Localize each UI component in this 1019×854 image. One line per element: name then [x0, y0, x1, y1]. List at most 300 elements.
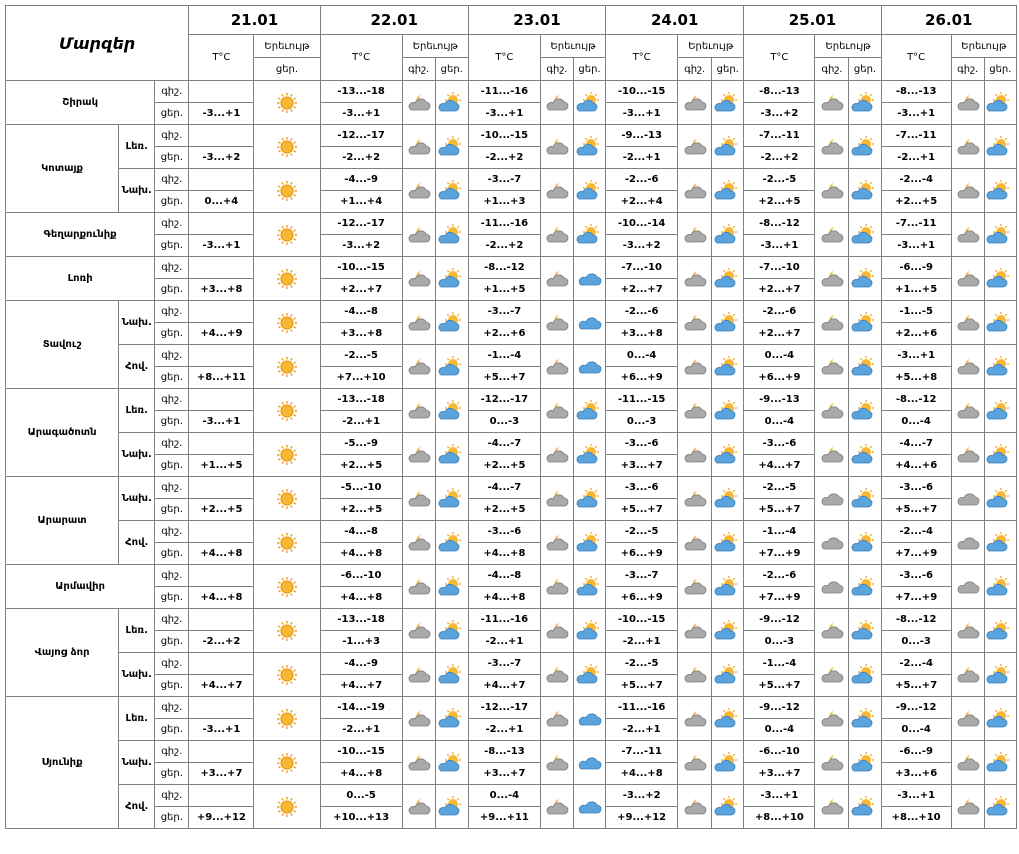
temperature-cell: +4...+8 — [189, 543, 254, 565]
temperature-cell: -12...-17 — [468, 389, 540, 411]
night-cloud-icon — [402, 653, 435, 697]
sun-cloud-icon — [573, 125, 605, 169]
sun-cloud-icon — [984, 609, 1016, 653]
sun-icon — [254, 741, 320, 785]
sun-cloud-icon — [435, 389, 468, 433]
temperature-cell: -7...-10 — [606, 257, 678, 279]
temperature-cell: 0...-3 — [468, 411, 540, 433]
sun-cloud-icon — [435, 125, 468, 169]
temperature-cell: 0...-4 — [744, 719, 815, 741]
temperature-cell: -11...-16 — [468, 609, 540, 631]
temperature-cell: -9...-13 — [744, 389, 815, 411]
sun-cloud-icon — [984, 81, 1016, 125]
date-header: 23.01 — [468, 6, 605, 35]
date-header: 24.01 — [606, 6, 744, 35]
temperature-cell: +7...+10 — [320, 367, 402, 389]
night-cloud-icon — [815, 257, 849, 301]
night-cloud-icon — [678, 169, 712, 213]
temperature-cell: -10...-14 — [606, 213, 678, 235]
night-cloud-icon — [815, 741, 849, 785]
temperature-cell: +4...+7 — [468, 675, 540, 697]
temperature-cell: 0...-4 — [744, 411, 815, 433]
sun-cloud-icon — [573, 565, 605, 609]
night-cloud-icon — [402, 301, 435, 345]
grey-cloud-icon — [815, 477, 849, 521]
temperature-cell: -2...-5 — [606, 653, 678, 675]
temperature-cell: +8...+10 — [744, 807, 815, 829]
temperature-cell: -2...+1 — [468, 631, 540, 653]
night-cloud-icon — [951, 697, 984, 741]
temperature-cell: -3...+1 — [744, 235, 815, 257]
night-label: գիշ. — [155, 345, 189, 367]
temperature-cell: -2...+1 — [468, 719, 540, 741]
temperature-cell: -9...-13 — [606, 125, 678, 147]
sun-cloud-icon — [573, 389, 605, 433]
temperature-cell — [189, 697, 254, 719]
temperature-cell: -3...+1 — [189, 235, 254, 257]
sun-cloud-icon — [435, 785, 468, 829]
night-cloud-icon — [402, 389, 435, 433]
temperature-cell: +7...+9 — [744, 543, 815, 565]
temperature-cell: -2...+1 — [320, 411, 402, 433]
temperature-cell: +6...+9 — [606, 367, 678, 389]
temp-header: T°C — [881, 35, 951, 81]
sun-cloud-icon — [984, 125, 1016, 169]
temperature-cell: -2...-5 — [320, 345, 402, 367]
night-cloud-icon — [815, 213, 849, 257]
temperature-cell: +2...+6 — [468, 323, 540, 345]
temperature-cell: -4...-8 — [468, 565, 540, 587]
table-row — [6, 477, 1017, 499]
date-header: 25.01 — [744, 6, 881, 35]
sun-cloud-icon — [712, 609, 744, 653]
sun-icon — [254, 653, 320, 697]
night-label: գիշ. — [155, 477, 189, 499]
night-cloud-icon — [951, 345, 984, 389]
day-label: ցեր. — [155, 719, 189, 741]
table-row — [6, 741, 1017, 763]
cloud-icon — [573, 741, 605, 785]
temperature-cell: +2...+5 — [468, 455, 540, 477]
night-cloud-icon — [815, 785, 849, 829]
temperature-cell: -3...+1 — [744, 785, 815, 807]
temperature-cell: -13...-18 — [320, 81, 402, 103]
temperature-cell — [189, 125, 254, 147]
forecast-table — [5, 5, 1017, 829]
sun-cloud-icon — [435, 565, 468, 609]
temperature-cell — [189, 609, 254, 631]
temperature-cell: +4...+8 — [606, 763, 678, 785]
night-cloud-icon — [815, 389, 849, 433]
night-cloud-icon — [540, 697, 573, 741]
sun-cloud-icon — [849, 653, 881, 697]
phenomena-header: Երեւույթ — [402, 35, 468, 58]
temperature-cell: 0...-5 — [320, 785, 402, 807]
temperature-cell: +9...+12 — [606, 807, 678, 829]
temperature-cell: -3...+1 — [468, 103, 540, 125]
temperature-cell: -2...+1 — [606, 631, 678, 653]
temperature-cell — [189, 521, 254, 543]
temperature-cell: +3...+7 — [468, 763, 540, 785]
temperature-cell: +5...+7 — [744, 675, 815, 697]
night-cloud-icon — [402, 785, 435, 829]
night-cloud-icon — [540, 741, 573, 785]
day-header: ցեր. — [984, 58, 1016, 81]
temperature-cell: -3...-6 — [606, 433, 678, 455]
temp-header: T°C — [320, 35, 402, 81]
temperature-cell: -6...-9 — [881, 741, 951, 763]
temperature-cell: -8...-12 — [744, 213, 815, 235]
night-cloud-icon — [815, 169, 849, 213]
temperature-cell: +8...+11 — [189, 367, 254, 389]
table-row — [6, 301, 1017, 323]
night-cloud-icon — [402, 741, 435, 785]
temperature-cell: -3...+1 — [881, 345, 951, 367]
temperature-cell: -1...-4 — [744, 521, 815, 543]
temperature-cell: +5...+7 — [606, 675, 678, 697]
night-cloud-icon — [951, 653, 984, 697]
sun-cloud-icon — [712, 81, 744, 125]
phenomena-header: Երեւույթ — [540, 35, 605, 58]
temperature-cell: -12...-17 — [320, 125, 402, 147]
sun-cloud-icon — [984, 477, 1016, 521]
temperature-cell: -3...+2 — [606, 785, 678, 807]
temperature-cell: +5...+7 — [744, 499, 815, 521]
day-label: ցեր. — [155, 411, 189, 433]
sun-icon — [254, 389, 320, 433]
night-cloud-icon — [540, 565, 573, 609]
sun-cloud-icon — [435, 741, 468, 785]
sun-cloud-icon — [849, 301, 881, 345]
table-row — [6, 81, 1017, 103]
sun-cloud-icon — [712, 697, 744, 741]
day-label: ցեր. — [155, 147, 189, 169]
region-name: Սյունիք — [6, 697, 119, 829]
sun-cloud-icon — [984, 389, 1016, 433]
phenomena-header: Երեւույթ — [951, 35, 1016, 58]
night-header: գիշ. — [402, 58, 435, 81]
day-header: ցեր. — [849, 58, 881, 81]
temperature-cell: +4...+8 — [189, 587, 254, 609]
sun-cloud-icon — [849, 389, 881, 433]
night-cloud-icon — [540, 389, 573, 433]
night-label: գիշ. — [155, 81, 189, 103]
temperature-cell: +1...+5 — [468, 279, 540, 301]
sun-cloud-icon — [573, 169, 605, 213]
table-row — [6, 521, 1017, 543]
sun-cloud-icon — [435, 257, 468, 301]
night-cloud-icon — [540, 345, 573, 389]
temperature-cell: +1...+5 — [189, 455, 254, 477]
temperature-cell: -3...-7 — [606, 565, 678, 587]
region-name: Շիրակ — [6, 81, 155, 125]
temperature-cell: -8...-13 — [881, 81, 951, 103]
temperature-cell: +2...+5 — [320, 455, 402, 477]
night-cloud-icon — [678, 565, 712, 609]
sun-cloud-icon — [573, 81, 605, 125]
sun-cloud-icon — [984, 213, 1016, 257]
night-label: գիշ. — [155, 125, 189, 147]
temperature-cell: +2...+5 — [320, 499, 402, 521]
temperature-cell: 0...-4 — [881, 719, 951, 741]
day-label: ցեր. — [155, 323, 189, 345]
night-cloud-icon — [815, 81, 849, 125]
temperature-cell: +4...+9 — [189, 323, 254, 345]
temperature-cell: -3...+1 — [189, 103, 254, 125]
temperature-cell: -6...-9 — [881, 257, 951, 279]
temperature-cell — [189, 565, 254, 587]
temperature-cell: -4...-8 — [320, 521, 402, 543]
zone-name: Լեռ. — [119, 697, 155, 741]
temperature-cell: -2...+2 — [468, 235, 540, 257]
temperature-cell: -8...-12 — [881, 389, 951, 411]
temperature-cell: -3...-6 — [744, 433, 815, 455]
temperature-cell: +9...+12 — [189, 807, 254, 829]
temperature-cell: +4...+8 — [320, 543, 402, 565]
grey-cloud-icon — [815, 521, 849, 565]
grey-cloud-icon — [951, 521, 984, 565]
temperature-cell: +5...+7 — [468, 367, 540, 389]
temperature-cell: -4...-9 — [320, 653, 402, 675]
night-cloud-icon — [678, 389, 712, 433]
temperature-cell: -11...-16 — [468, 213, 540, 235]
sun-cloud-icon — [984, 345, 1016, 389]
night-cloud-icon — [540, 125, 573, 169]
night-cloud-icon — [951, 169, 984, 213]
day-header: ցեր. — [254, 58, 320, 81]
temperature-cell: -1...+3 — [320, 631, 402, 653]
temperature-cell: -9...-12 — [744, 697, 815, 719]
night-cloud-icon — [402, 345, 435, 389]
zone-name: Նախ. — [119, 653, 155, 697]
temperature-cell: +3...+6 — [881, 763, 951, 785]
temperature-cell: +3...+7 — [189, 763, 254, 785]
table-row — [6, 125, 1017, 147]
temperature-cell: -3...+1 — [189, 411, 254, 433]
temperature-cell: +2...+4 — [606, 191, 678, 213]
day-label: ցեր. — [155, 807, 189, 829]
temperature-cell: -3...-6 — [468, 521, 540, 543]
night-cloud-icon — [540, 433, 573, 477]
day-label: ցեր. — [155, 191, 189, 213]
day-label: ցեր. — [155, 763, 189, 785]
night-cloud-icon — [678, 125, 712, 169]
temperature-cell: -3...+1 — [881, 785, 951, 807]
sun-cloud-icon — [849, 697, 881, 741]
temperature-cell: +8...+10 — [881, 807, 951, 829]
sun-cloud-icon — [849, 81, 881, 125]
temperature-cell: -3...+1 — [320, 103, 402, 125]
sun-cloud-icon — [849, 125, 881, 169]
night-cloud-icon — [402, 609, 435, 653]
temperature-cell: +4...+7 — [189, 675, 254, 697]
temperature-cell: +3...+8 — [606, 323, 678, 345]
temperature-cell: -7...-11 — [606, 741, 678, 763]
temperature-cell — [189, 213, 254, 235]
temperature-cell: -12...-17 — [468, 697, 540, 719]
temperature-cell: +7...+9 — [744, 587, 815, 609]
temp-header: T°C — [606, 35, 678, 81]
night-cloud-icon — [951, 301, 984, 345]
zone-name: Նախ. — [119, 741, 155, 785]
night-cloud-icon — [540, 477, 573, 521]
grey-cloud-icon — [951, 477, 984, 521]
table-row — [6, 389, 1017, 411]
sun-icon — [254, 521, 320, 565]
sun-cloud-icon — [573, 521, 605, 565]
temp-header: T°C — [468, 35, 540, 81]
temperature-cell: -1...-5 — [881, 301, 951, 323]
day-header: ցեր. — [573, 58, 605, 81]
sun-cloud-icon — [712, 169, 744, 213]
night-cloud-icon — [540, 609, 573, 653]
temperature-cell: +4...+8 — [320, 763, 402, 785]
temperature-cell: -8...-12 — [881, 609, 951, 631]
night-cloud-icon — [678, 301, 712, 345]
region-name: Վայոց ձոր — [6, 609, 119, 697]
region-name: Արմավիր — [6, 565, 155, 609]
temperature-cell: -5...-10 — [320, 477, 402, 499]
night-cloud-icon — [540, 257, 573, 301]
sun-cloud-icon — [712, 653, 744, 697]
region-name: Լոռի — [6, 257, 155, 301]
day-label: ցեր. — [155, 103, 189, 125]
night-cloud-icon — [402, 81, 435, 125]
night-label: գիշ. — [155, 565, 189, 587]
table-title: Մարզեր — [6, 6, 189, 81]
sun-cloud-icon — [435, 697, 468, 741]
temperature-cell: +2...+7 — [606, 279, 678, 301]
sun-cloud-icon — [435, 653, 468, 697]
temperature-cell: +2...+6 — [881, 323, 951, 345]
night-cloud-icon — [951, 433, 984, 477]
temperature-cell: +4...+6 — [881, 455, 951, 477]
sun-cloud-icon — [712, 257, 744, 301]
temperature-cell — [189, 477, 254, 499]
night-cloud-icon — [678, 477, 712, 521]
night-cloud-icon — [540, 301, 573, 345]
temperature-cell: -13...-18 — [320, 609, 402, 631]
temperature-cell: +2...+7 — [744, 279, 815, 301]
night-label: գիշ. — [155, 389, 189, 411]
temperature-cell: -5...-9 — [320, 433, 402, 455]
night-cloud-icon — [815, 125, 849, 169]
temperature-cell: +2...+7 — [320, 279, 402, 301]
zone-name: Հով. — [119, 785, 155, 829]
sun-cloud-icon — [712, 433, 744, 477]
sun-cloud-icon — [573, 433, 605, 477]
night-cloud-icon — [678, 609, 712, 653]
sun-cloud-icon — [849, 609, 881, 653]
temperature-cell: -7...-10 — [744, 257, 815, 279]
temperature-cell: -2...-5 — [744, 169, 815, 191]
night-cloud-icon — [678, 521, 712, 565]
zone-name: Նախ. — [119, 301, 155, 345]
temperature-cell: +4...+7 — [744, 455, 815, 477]
temperature-cell: -4...-9 — [320, 169, 402, 191]
sun-cloud-icon — [984, 169, 1016, 213]
day-label: ցեր. — [155, 235, 189, 257]
temperature-cell: -3...+2 — [744, 103, 815, 125]
night-cloud-icon — [402, 125, 435, 169]
temperature-cell: -2...-5 — [744, 477, 815, 499]
temperature-cell: -10...-15 — [606, 609, 678, 631]
temperature-cell: -1...-4 — [744, 653, 815, 675]
day-label: ցեր. — [155, 543, 189, 565]
temperature-cell — [189, 653, 254, 675]
night-cloud-icon — [678, 653, 712, 697]
sun-cloud-icon — [435, 609, 468, 653]
night-cloud-icon — [540, 653, 573, 697]
temperature-cell: -7...-11 — [744, 125, 815, 147]
temperature-cell: -2...+2 — [320, 147, 402, 169]
zone-name: Լեռ. — [119, 389, 155, 433]
temperature-cell: -2...-6 — [606, 169, 678, 191]
night-cloud-icon — [951, 81, 984, 125]
night-cloud-icon — [402, 213, 435, 257]
night-cloud-icon — [951, 785, 984, 829]
temperature-cell: -10...-15 — [320, 257, 402, 279]
zone-name: Լեռ. — [119, 125, 155, 169]
night-cloud-icon — [815, 345, 849, 389]
sun-cloud-icon — [849, 257, 881, 301]
sun-cloud-icon — [435, 345, 468, 389]
table-row — [6, 653, 1017, 675]
sun-icon — [254, 345, 320, 389]
temperature-cell: -3...-6 — [606, 477, 678, 499]
sun-cloud-icon — [984, 741, 1016, 785]
temperature-cell — [189, 81, 254, 103]
night-label: գիշ. — [155, 433, 189, 455]
temperature-cell: 0...-3 — [744, 631, 815, 653]
day-header: ցեր. — [712, 58, 744, 81]
sun-cloud-icon — [435, 81, 468, 125]
night-cloud-icon — [951, 741, 984, 785]
zone-name: Նախ. — [119, 169, 155, 213]
temperature-cell: -2...+1 — [881, 147, 951, 169]
temperature-cell: -2...-4 — [881, 653, 951, 675]
temperature-cell: +5...+7 — [606, 499, 678, 521]
sun-cloud-icon — [984, 521, 1016, 565]
night-header: գիշ. — [678, 58, 712, 81]
temperature-cell: -2...-6 — [606, 301, 678, 323]
region-name: Արարատ — [6, 477, 119, 565]
sun-cloud-icon — [712, 213, 744, 257]
sun-cloud-icon — [984, 433, 1016, 477]
temperature-cell: +6...+9 — [606, 543, 678, 565]
night-cloud-icon — [678, 785, 712, 829]
sun-cloud-icon — [984, 785, 1016, 829]
temperature-cell: +1...+3 — [468, 191, 540, 213]
sun-cloud-icon — [849, 565, 881, 609]
zone-name: Նախ. — [119, 477, 155, 521]
table-row — [6, 565, 1017, 587]
temperature-cell: -3...-7 — [468, 301, 540, 323]
night-cloud-icon — [678, 697, 712, 741]
sun-icon — [254, 609, 320, 653]
temperature-cell: +3...+8 — [189, 279, 254, 301]
night-label: գիշ. — [155, 301, 189, 323]
date-header: 21.01 — [189, 6, 320, 35]
temperature-cell: -3...+1 — [606, 103, 678, 125]
cloud-icon — [573, 345, 605, 389]
sun-cloud-icon — [984, 653, 1016, 697]
night-cloud-icon — [815, 301, 849, 345]
temp-header: T°C — [744, 35, 815, 81]
night-cloud-icon — [815, 653, 849, 697]
sun-cloud-icon — [849, 477, 881, 521]
temperature-cell: -3...+1 — [881, 235, 951, 257]
